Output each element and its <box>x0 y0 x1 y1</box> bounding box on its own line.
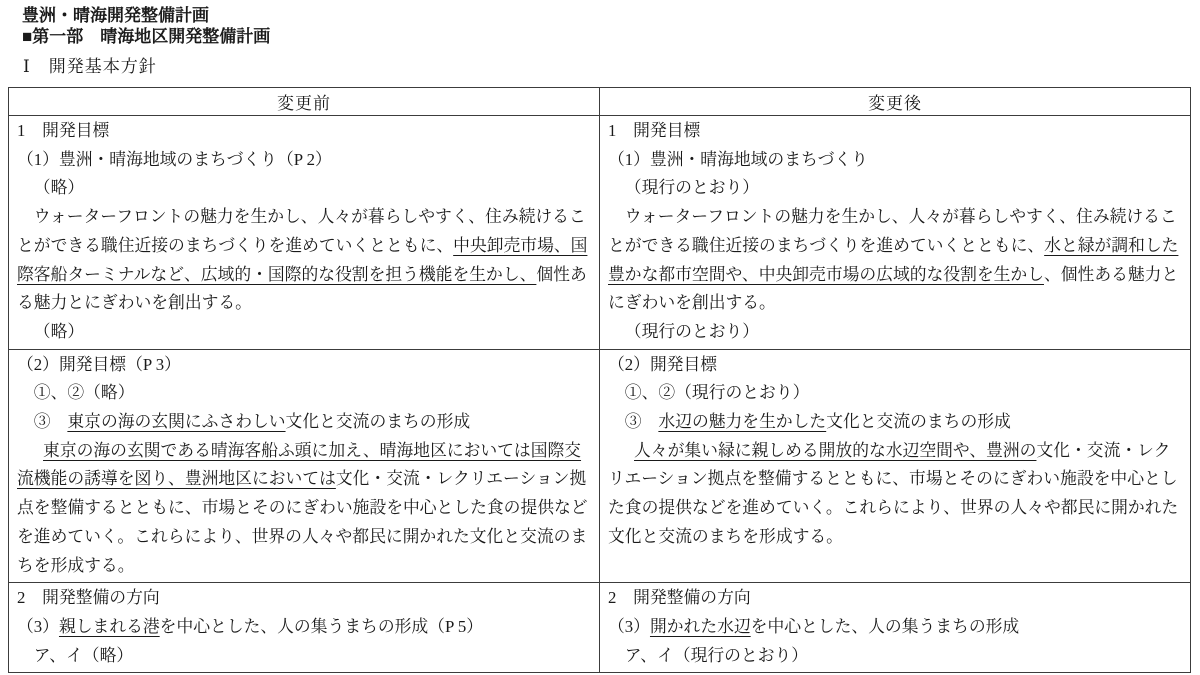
text-segment: を中心とした、人の集うまちの形成 <box>750 616 1020 636</box>
paragraph <box>608 318 1184 347</box>
changed-text-underlined: 開かれた水辺 <box>649 616 751 636</box>
paragraph <box>608 613 1184 642</box>
comparison-table <box>8 87 1191 673</box>
paragraph <box>608 642 1184 671</box>
changed-text-underlined: 東京の海の玄関にふさわしい <box>67 412 286 432</box>
paragraph <box>17 642 593 671</box>
text-segment: ③ <box>624 412 659 432</box>
table-row-3 <box>9 583 1191 673</box>
paragraph <box>17 203 593 318</box>
cell-before-row-3 <box>9 583 600 673</box>
paragraph <box>608 408 1184 437</box>
paragraph <box>17 379 593 408</box>
paragraph <box>17 584 593 613</box>
cell-after-row-2 <box>600 349 1191 583</box>
text-segment: 個性ある魅力とにぎわいを創出する。 <box>17 264 587 313</box>
cell-after-row-3 <box>600 583 1191 673</box>
text-segment: ③ <box>33 412 68 432</box>
paragraph <box>17 146 593 175</box>
document-title: 豊洲・晴海開発整備計画 <box>22 6 209 25</box>
text-segment: 1 開発目標 <box>608 121 701 140</box>
part-title: ■第一部 晴海地区開発整備計画 <box>22 27 271 46</box>
text-segment: 文化と交流のまちの形成 <box>826 412 1011 432</box>
text-segment: ウォーターフロントの魅力を生かし、人々が暮らしやすく、住み続けることができる職住近接のまちづくりを進めていくとともに、 <box>608 207 1177 255</box>
text-segment: ①、②（現行のとおり） <box>624 383 810 403</box>
paragraph <box>17 318 593 347</box>
paragraph <box>17 613 593 642</box>
paragraph <box>17 437 593 581</box>
cell-before-row-2 <box>9 349 600 583</box>
text-segment: ア、イ（現行のとおり） <box>624 645 809 665</box>
text-segment: 文化・交流・レクリエーション拠点を整備するとともに、市場とそのにぎわい施設を中心とした食の提供などを進めていく。これらにより、世界の人々や都民に開かれた文化と交流のまちを形成する。 <box>17 469 588 575</box>
changed-text-underlined: 親しまれる港 <box>58 616 160 636</box>
paragraph <box>608 437 1184 552</box>
paragraph <box>608 584 1184 613</box>
paragraph <box>17 117 593 146</box>
text-segment: （現行のとおり） <box>624 321 760 341</box>
text-segment: （1）豊洲・晴海地域のまちづくり（P 2） <box>17 149 332 169</box>
table-row-1 <box>9 116 1191 350</box>
paragraph <box>608 117 1184 146</box>
text-segment: （1）豊洲・晴海地域のまちづくり <box>608 149 868 169</box>
text-segment: （略） <box>33 321 85 341</box>
table-row-2 <box>9 349 1191 583</box>
text-segment: 、個性ある魅力とにぎわいを創出する。 <box>608 264 1179 313</box>
changed-text-underlined: 人々が集い緑に親しめる開放的な水辺空間や、豊洲の <box>634 440 1037 460</box>
text-segment: 2 開発整備の方向 <box>17 588 160 608</box>
text-segment: 2 開発整備の方向 <box>608 588 751 608</box>
text-segment: （3） <box>17 616 59 636</box>
text-segment: 文化・交流・レクリエーション拠点を整備するとともに、市場とそのにぎわい施設を中心とした食の提供などを進めていく。これらにより、世界の人々や都民に開かれた文化と交流のまちを形成する。 <box>608 440 1179 546</box>
changed-text-underlined: 水辺の魅力を生かした <box>658 412 827 432</box>
text-segment: （3） <box>608 616 650 636</box>
text-segment: ウォーターフロントの魅力を生かし、人々が暮らしやすく、住み続けることができる職住近接のまちづくりを進めていくとともに、 <box>17 207 586 255</box>
paragraph <box>608 174 1184 203</box>
changed-text-underlined: 水と緑が調和した豊かな都市空間や、中央卸売市場の広域的な役割を生かし <box>608 235 1179 284</box>
column-header-after: 変更後 <box>600 88 1191 116</box>
paragraph <box>608 203 1184 318</box>
paragraph <box>17 174 593 203</box>
table-header-row <box>9 88 1191 116</box>
text-segment: （現行のとおり） <box>624 178 760 198</box>
column-header-before: 変更前 <box>9 88 600 116</box>
paragraph <box>608 379 1184 408</box>
paragraph <box>608 351 1184 380</box>
paragraph <box>17 351 593 380</box>
text-segment: 文化と交流のまちの形成 <box>285 412 471 432</box>
cell-after-row-1 <box>600 116 1191 350</box>
paragraph <box>17 408 593 437</box>
text-segment: ①、②（略） <box>33 383 135 403</box>
section-title: Ⅰ 開発基本方針 <box>23 57 157 76</box>
changed-text-underlined: 中央卸売市場、国際客船ターミナルなど、広域的・国際的な役割を担う機能を生かし、 <box>17 235 588 284</box>
text-segment: （2）開発目標 <box>608 354 718 374</box>
text-segment: （略） <box>33 178 85 198</box>
cell-before-row-1 <box>9 116 600 350</box>
text-segment: ア、イ（略） <box>33 645 134 665</box>
text-segment: 1 開発目標 <box>17 121 110 140</box>
changed-text-underlined: 東京の海の玄関である晴海客船ふ頭に加え、晴海地区においては国際交流機能の誘導を図り、豊洲地区においては <box>17 440 582 489</box>
text-segment: （2）開発目標（P 3） <box>17 354 181 374</box>
paragraph <box>608 146 1184 175</box>
text-segment: を中心とした、人の集うまちの形成（P 5） <box>159 616 484 636</box>
